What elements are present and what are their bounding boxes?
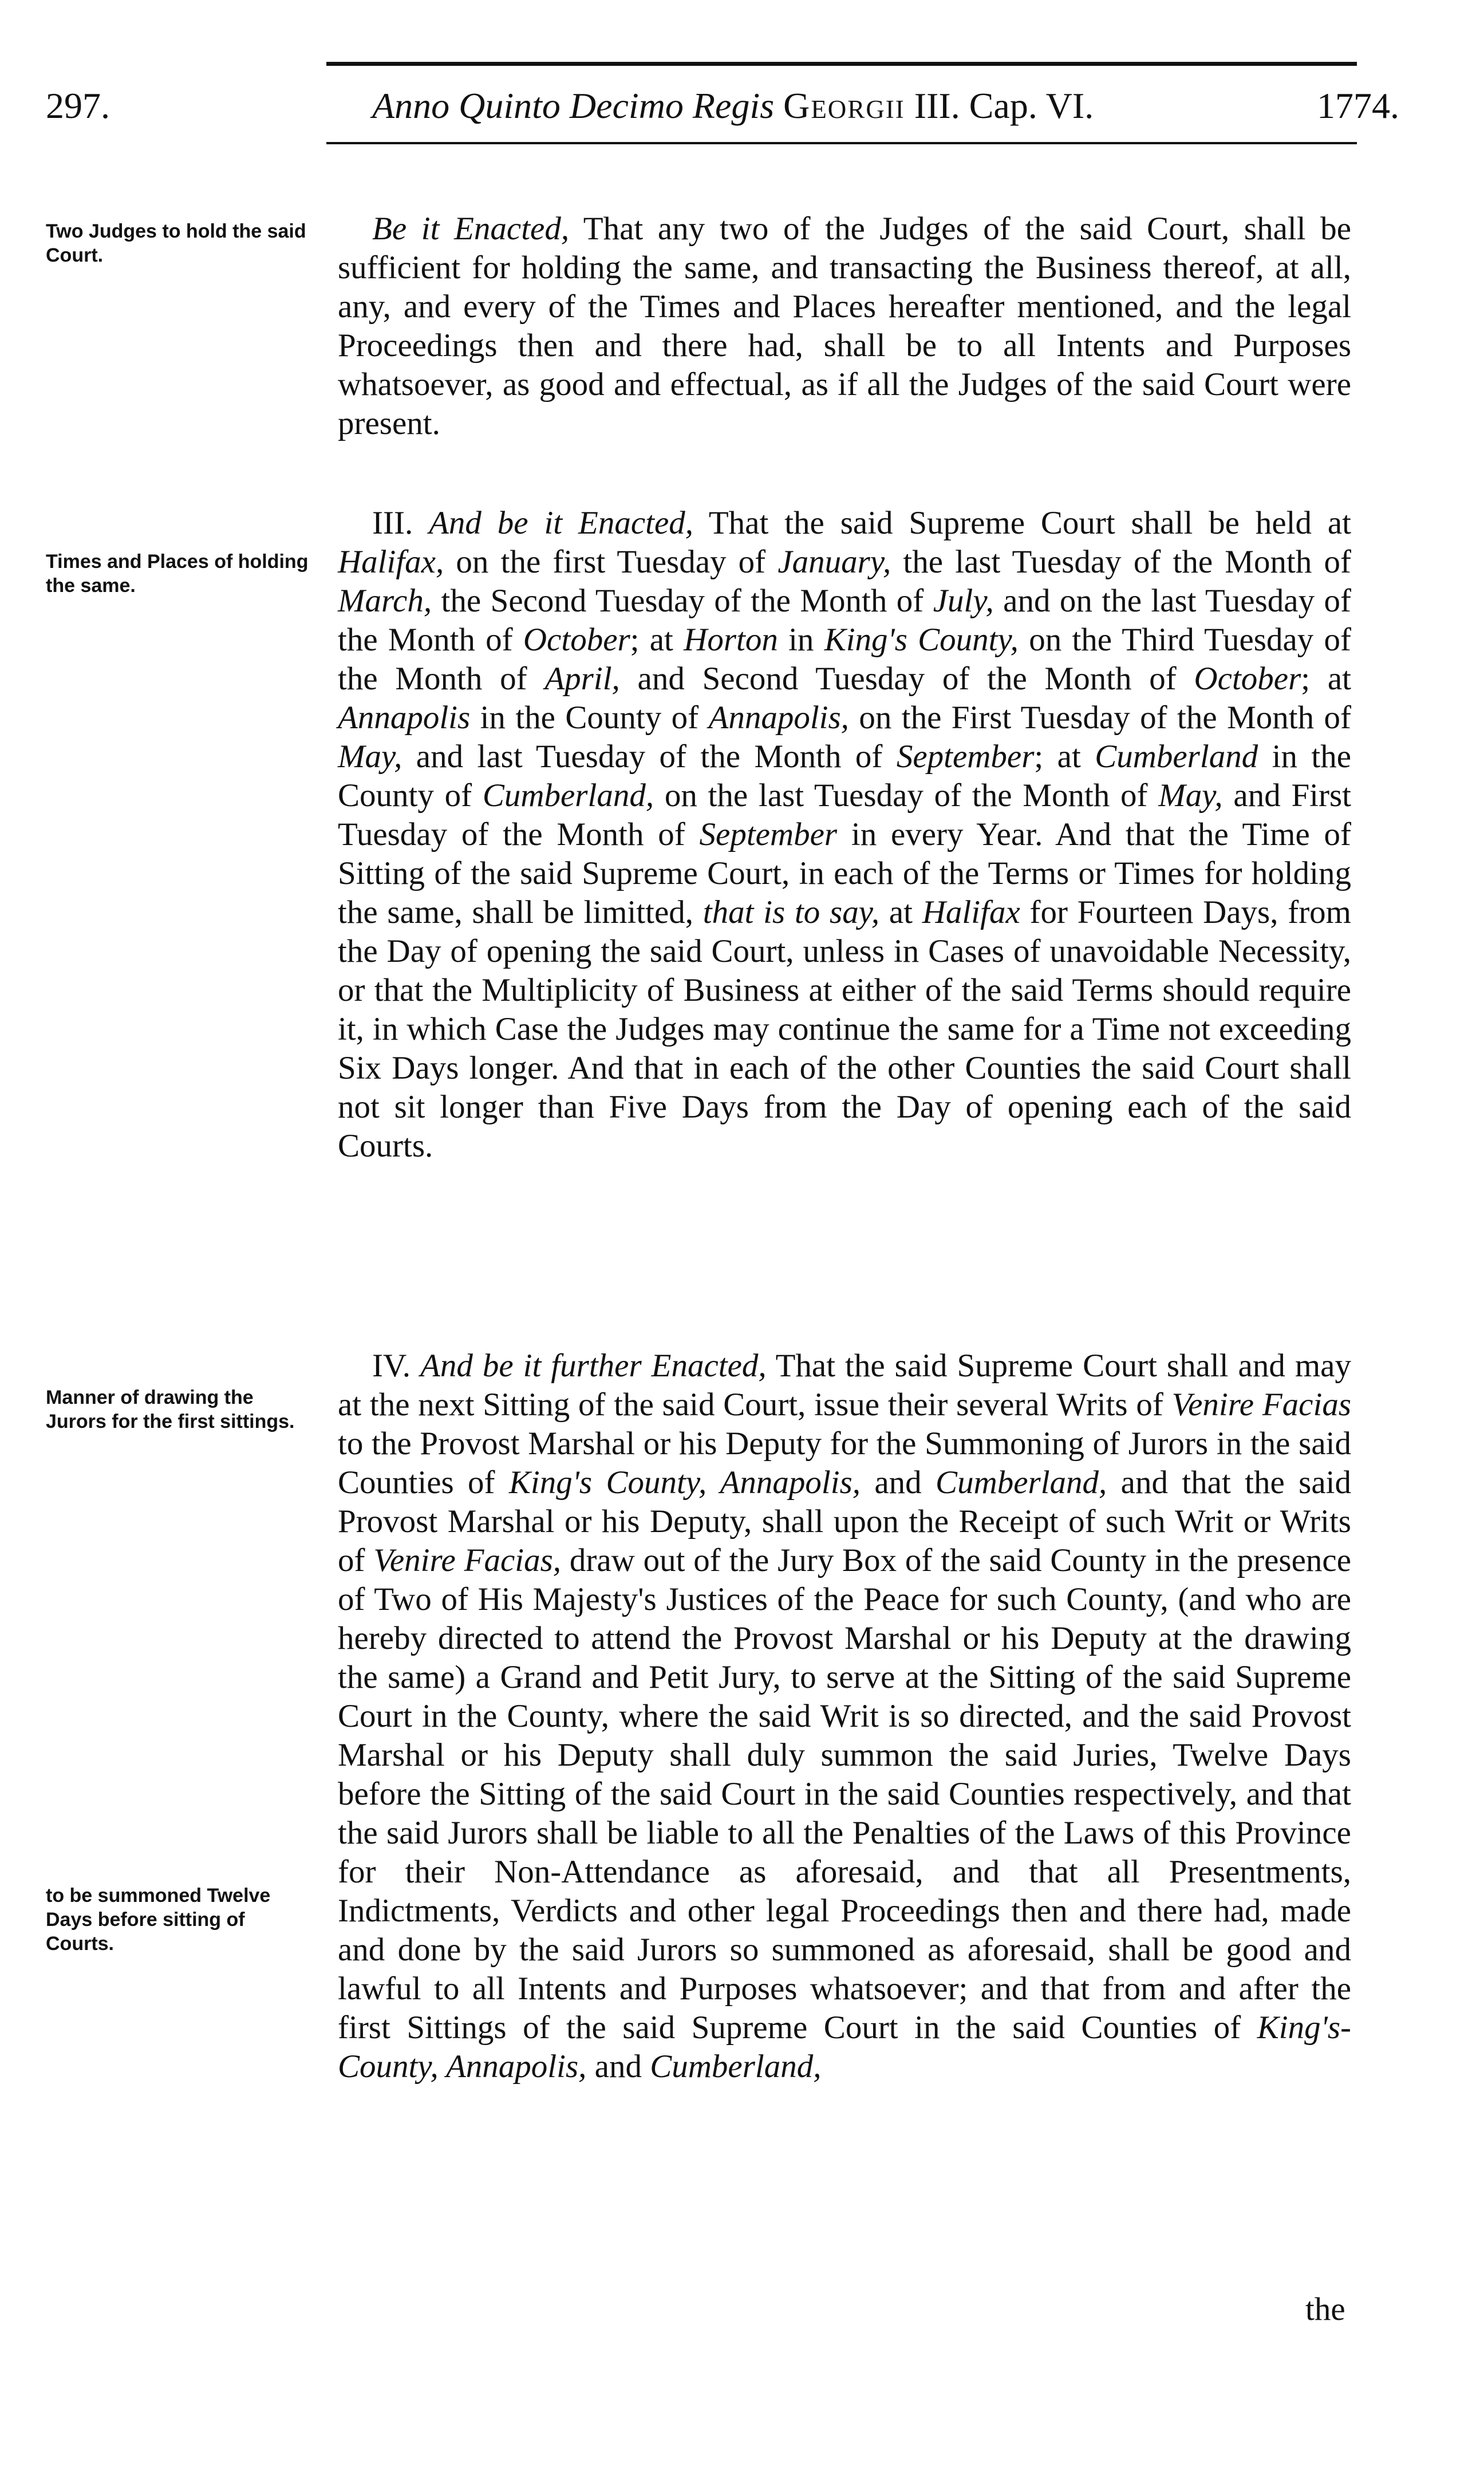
running-header — [46, 80, 1399, 132]
place-name: Cumberland — [1095, 739, 1258, 775]
text-run: and on the last Tuesday of the Month of — [338, 583, 1351, 658]
text-run: in every Year. And that the Time of Sitting of the said Supreme Court, in each of the Terms or Times for holding the same, shall be limitted, — [338, 816, 1351, 930]
margin-note-judges: Two Judges to hold the said Court. — [46, 220, 306, 266]
text-run: and First Tuesday of the Month of — [338, 777, 1351, 852]
text-run: in the County of — [470, 700, 709, 736]
writ-name: Venire Facias, — [373, 1542, 562, 1578]
section-three-paragraph — [338, 504, 1351, 1166]
text-run: ; at — [630, 622, 684, 658]
chapter-number: III. Cap. VI. — [914, 85, 1094, 126]
month-name: July, — [933, 583, 994, 619]
text-run: and — [861, 1465, 936, 1501]
section-four-paragraph — [338, 1347, 1351, 2086]
place-name: Cumberland, — [650, 2048, 822, 2085]
phrase: that is to say, — [702, 894, 880, 930]
text-run: ; at — [1034, 739, 1095, 775]
section-two-text: That any two of the Judges of the said Court, shall be sufficient for holding the same, and transacting the Business thereof, at all, any, and every of the Times and Places hereafter mentioned, and the legal Proceedings then and there had, shall be to all Intents and Purposes whatsoever, as good and effectual, as if all the Judges of the said Court were present. — [338, 211, 1352, 441]
text-run: and last Tuesday of the Month of — [402, 739, 897, 775]
text-run: That the said Supreme Court shall be held at — [693, 505, 1351, 541]
place-name: Horton — [684, 622, 778, 658]
regis-word: Regis — [692, 85, 775, 126]
page-number: 297. — [46, 85, 110, 126]
enacting-phrase: And be it Enacted, — [429, 505, 694, 541]
margin-note-jurors: Manner of drawing the Jurors for the first sittings. — [46, 1387, 295, 1432]
section-four — [338, 1347, 1351, 2086]
month-name: October — [1194, 661, 1301, 697]
place-name: Cumberland, — [936, 1465, 1107, 1501]
place-name: King's County, Annapolis, — [508, 1465, 861, 1501]
king-name: Georgii — [783, 85, 905, 126]
text-run: in — [777, 622, 824, 658]
enacting-phrase: And be it further Enacted, — [420, 1348, 767, 1384]
place-name: Annapolis — [338, 700, 471, 736]
section-three — [338, 504, 1351, 1166]
header-rule-bottom — [326, 142, 1357, 144]
section-number: IV. — [372, 1348, 421, 1384]
text-run: for Fourteen Days, from the Day of opening the said Court, unless in Cases of unavoidable Necessity, or that the Multiplicity of Business at either of the said Terms should require it, in which Case the Judges may continue the same for a Time not exceeding Six Days longer. And that in each of the other Counties the said Court shall not sit longer than Five Days from the Day of opening each of the said Courts. — [338, 894, 1352, 1164]
section-two — [338, 210, 1351, 443]
place-name: Annapolis, — [708, 700, 849, 736]
text-run: in the County of — [338, 739, 1351, 814]
text-run: draw out of the Jury Box of the said County in the presence of Two of His Majesty's Justices of the Peace for such County, (and who are hereby directed to attend the Provost Marshal or his Deputy at the drawing the same) a Grand and Petit Jury, to serve at the Sitting of the said Supreme Court in the County, where the said Writ is so directed, and the said Provost Marshal or his Deputy shall duly summon the said Juries, Twelve Days before the Sitting of the said Court in the said Counties respectively, and that the said Jurors shall be liable to all the Penalties of the Laws of this Province for their Non-Attendance as aforesaid, and that all Presentments, Indictments, Verdicts and other legal Proceedings then and there had, made and done by the said Jurors so summoned as aforesaid, shall be good and lawful to all Intents and Purposes whatsoever; and that from and after the first Sittings of the said Supreme Court in the said Counties of — [338, 1542, 1351, 2046]
month-name: October — [523, 622, 630, 658]
text-run: the last Tuesday of the Month of — [891, 544, 1351, 580]
section-two-paragraph — [338, 210, 1351, 443]
text-run: and that the said Provost Marshal or his Deputy, shall upon the Receipt of such Writ or Writs of — [338, 1465, 1351, 1578]
text-run: on the first Tuesday of — [444, 544, 778, 580]
place-name: King's-County, Annapolis, — [338, 2010, 1351, 2085]
margin-note-summons: to be summoned Twelve Days before sitting of Courts. — [46, 1885, 271, 1955]
text-run: on the Third Tuesday of the Month of — [338, 622, 1351, 697]
place-name: King's County, — [824, 622, 1019, 658]
text-run: That the said Supreme Court shall and may at the next Sitting of the said Court, issue their several Writs of — [338, 1348, 1351, 1423]
quinto-word: Quinto — [459, 85, 561, 126]
text-run: ; at — [1301, 661, 1351, 697]
text-run: on the last Tuesday of the Month of — [654, 777, 1159, 814]
text-run: to the Provost Marshal or his Deputy for the Summoning of Jurors in the said Counties of — [338, 1426, 1351, 1501]
anno-word: Anno — [372, 85, 450, 126]
running-head-title — [372, 80, 1094, 132]
place-name: Cumberland, — [482, 777, 654, 814]
place-name: Halifax, — [338, 544, 444, 580]
month-name: September — [896, 739, 1035, 775]
text-run: at — [879, 894, 922, 930]
decimo-word: Decimo — [569, 85, 684, 126]
header-rule-top — [326, 62, 1357, 66]
section-number: III. — [372, 505, 429, 541]
month-name: April, — [544, 661, 620, 697]
text-run: on the First Tuesday of the Month of — [848, 700, 1351, 736]
month-name: March, — [338, 583, 432, 619]
month-name: May, — [1158, 777, 1223, 814]
month-name: September — [699, 816, 838, 852]
margin-note-times-places: Times and Places of holding the same. — [46, 551, 309, 597]
text-run: and Second Tuesday of the Month of — [619, 661, 1194, 697]
text-run: and — [586, 2048, 650, 2085]
year: 1774. — [1317, 85, 1399, 126]
month-name: January, — [777, 544, 891, 580]
writ-name: Venire Facias — [1171, 1387, 1351, 1423]
place-name: Halifax — [922, 894, 1020, 930]
month-name: May, — [338, 739, 402, 775]
catchword: the — [1305, 2291, 1345, 2327]
enacting-phrase: Be it Enacted, — [372, 211, 570, 247]
text-run: the Second Tuesday of the Month of — [432, 583, 933, 619]
